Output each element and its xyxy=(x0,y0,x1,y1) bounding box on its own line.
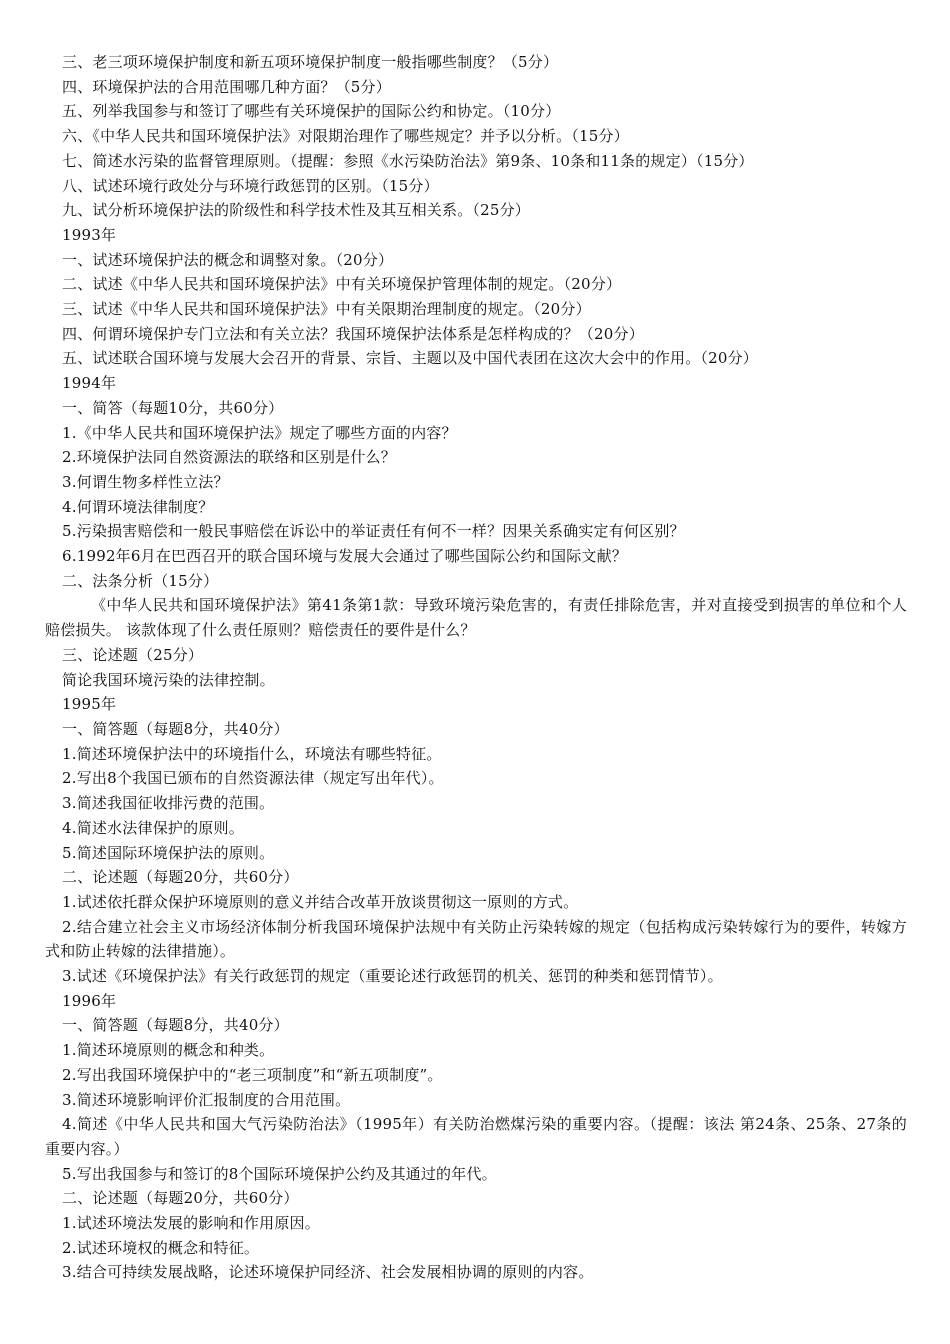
text-line: 2.结合建立社会主义市场经济体制分析我国环境保护法规中有关防止污染转嫁的规定（包括构成污染转嫁行为的要件，转嫁方式和防止转嫁的法律措施）。 xyxy=(45,917,907,961)
text-line: 2.环境保护法同自然资源法的联络和区别是什么？ xyxy=(62,448,396,467)
text-line: 四、何谓环境保护专门立法和有关立法？我国环境保护法体系是怎样构成的？（20分） xyxy=(62,324,644,343)
text-line: 4.简述水法律保护的原则。 xyxy=(62,818,244,837)
text-line: 九、试分析环境保护法的阶级性和科学技术性及其互相关系。（25分） xyxy=(62,201,530,220)
text-line: 二、论述题（每题20分，共60分） xyxy=(62,1189,299,1208)
text-line: 5.污染损害赔偿和一般民事赔偿在诉讼中的举证责任有何不一样？因果关系确实定有何区别？ xyxy=(62,522,685,541)
text-line: 简论我国环境污染的法律控制。 xyxy=(62,670,275,689)
text-line: 三、试述《中华人民共和国环境保护法》中有关限期治理制度的规定。（20分） xyxy=(62,300,591,319)
text-line: 3.何谓生物多样性立法？ xyxy=(62,472,229,491)
text-line: 4.何谓环境法律制度？ xyxy=(62,497,214,516)
text-line: 五、列举我国参与和签订了哪些有关环境保护的国际公约和协定。（10分） xyxy=(62,102,561,121)
text-line: 3.试述《环境保护法》有关行政惩罚的规定（重要论述行政惩罚的机关、惩罚的种类和惩罚情节）。 xyxy=(62,967,723,986)
year-heading: 1993年 xyxy=(62,225,117,244)
document-body xyxy=(45,50,907,1285)
text-line: 5.写出我国参与和签订的8个国际环境保护公约及其通过的年代。 xyxy=(62,1164,497,1183)
year-heading: 1996年 xyxy=(62,991,117,1010)
text-line: 七、简述水污染的监督管理原则。（提醒：参照《水污染防治法》第9条、10条和11条的规定）（15分） xyxy=(62,151,754,170)
text-line: 1.试述依托群众保护环境原则的意义并结合改革开放谈贯彻这一原则的方式。 xyxy=(62,892,579,911)
year-heading: 1994年 xyxy=(62,374,117,393)
text-line: 六、《中华人民共和国环境保护法》对限期治理作了哪些规定？并予以分析。（15分） xyxy=(62,127,629,146)
text-line: 一、简答题（每题8分，共40分） xyxy=(62,719,289,738)
text-line: 1.《中华人民共和国环境保护法》规定了哪些方面的内容？ xyxy=(62,423,457,442)
text-line: 4.简述《中华人民共和国大气污染防治法》（1995年）有关防治燃煤污染的重要内容。（提醒：该法 第24条、25条、27条的重要内容。） xyxy=(45,1115,907,1158)
text-line: 五、试述联合国环境与发展大会召开的背景、宗旨、主题以及中国代表团在这次大会中的作用。（20分） xyxy=(62,349,758,368)
text-line: 3.结合可持续发展战略，论述环境保护同经济、社会发展相协调的原则的内容。 xyxy=(62,1263,594,1282)
text-line: 2.试述环境权的概念和特征。 xyxy=(62,1238,260,1257)
text-line: 2.写出我国环境保护中的“老三项制度”和“新五项制度”。 xyxy=(62,1065,443,1084)
text-line: 1.试述环境法发展的影响和作用原因。 xyxy=(62,1214,320,1233)
text-line: 一、试述环境保护法的概念和调整对象。（20分） xyxy=(62,250,394,269)
text-line: 3.简述环境影响评价汇报制度的合用范围。 xyxy=(62,1090,351,1109)
text-line: 二、论述题（每题20分，共60分） xyxy=(62,868,299,887)
text-line: 1.简述环境原则的概念和种类。 xyxy=(62,1041,275,1060)
text-line: 6.1992年6月在巴西召开的联合国环境与发展大会通过了哪些国际公约和国际文献？ xyxy=(62,547,628,566)
text-line: 四、环境保护法的合用范围哪几种方面？（5分） xyxy=(62,77,391,96)
text-line: 三、老三项环境保护制度和新五项环境保护制度一般指哪些制度？（5分） xyxy=(62,53,559,71)
year-heading: 1995年 xyxy=(62,695,117,714)
text-line: 二、法条分析（15分） xyxy=(62,571,219,590)
text-line: 1.简述环境保护法中的环境指什么，环境法有哪些特征。 xyxy=(62,744,442,763)
text-line: 二、试述《中华人民共和国环境保护法》中有关环境保护管理体制的规定。（20分） xyxy=(62,275,622,294)
text-line: 一、简答（每题10分，共60分） xyxy=(62,398,284,417)
text-line: 3.简述我国征收排污费的范围。 xyxy=(62,794,275,813)
text-line: 八、试述环境行政处分与环境行政惩罚的区别。（15分） xyxy=(62,176,439,195)
text-line: 2.写出8个我国已颁布的自然资源法律（规定写出年代）。 xyxy=(62,769,444,788)
text-line: 一、简答题（每题8分，共40分） xyxy=(62,1016,289,1035)
text-line: 5.简述国际环境保护法的原则。 xyxy=(62,843,275,862)
text-line: 《中华人民共和国环境保护法》第41条第1款：导致环境污染危害的，有责任排除危害，并对直接受到损害的单位和个人赔偿损失。 该款体现了什么责任原则？赔偿责任的要件是什么？ xyxy=(45,596,907,640)
text-line: 三、论述题（25分） xyxy=(62,645,204,664)
